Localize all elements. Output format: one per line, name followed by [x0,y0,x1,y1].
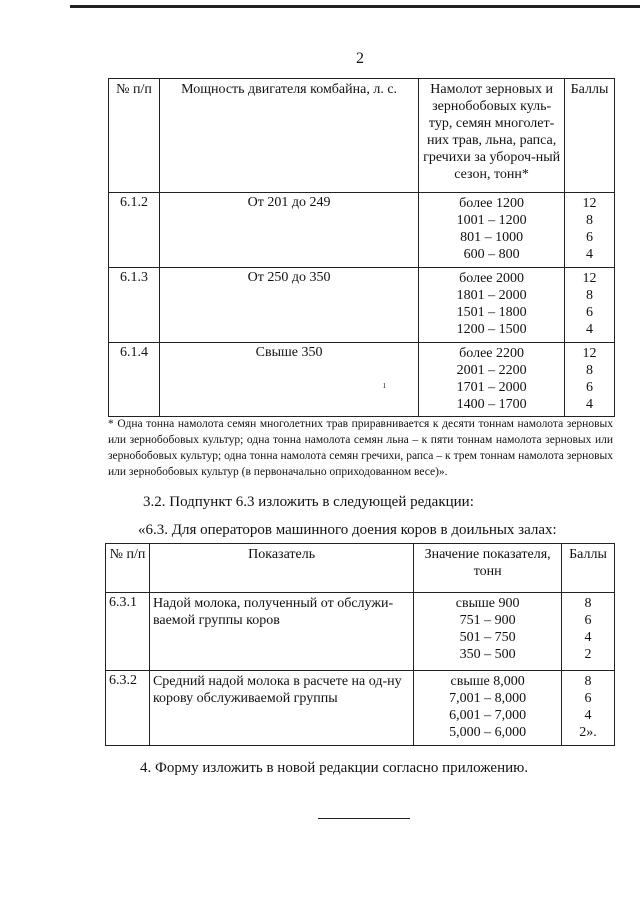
yield-values: более 2200 2001 – 2200 1701 – 2000 1400 – 1700 [419,343,565,417]
row-number: 6.1.2 [109,193,160,268]
row-number: 6.1.3 [109,268,160,343]
row-number: 6.1.4 [109,343,160,417]
points-values: 12 8 6 4 [565,193,615,268]
table-row [106,671,615,746]
table-row [106,593,615,671]
yield-values: более 2000 1801 – 2000 1501 – 1800 1200 – 1500 [419,268,565,343]
combine-yield-table [108,78,615,417]
engine-power-range: От 250 до 350 [159,268,418,343]
points-values: 8 6 4 2». [562,671,615,746]
points-values: 12 8 6 4 [565,268,615,343]
points-values: 8 6 4 2 [562,593,615,671]
stray-scan-mark: ı [383,380,386,391]
paragraph-6-3: «6.3. Для операторов машинного доения коров в доильных залах: [138,522,557,538]
header-value: Значение показателя, тонн [414,544,562,593]
engine-power-range: Свыше 350 [159,343,418,417]
paragraph-3-2: 3.2. Подпункт 6.3 изложить в следующей редакции: [143,494,474,510]
header-number: № п/п [106,544,150,593]
indicator-text: Надой молока, полученный от обслужи-ваемой группы коров [149,593,413,671]
header-number: № п/п [109,79,160,193]
value-ranges: свыше 900 751 – 900 501 – 750 350 – 500 [414,593,562,671]
closing-rule [318,818,410,819]
table-row [109,193,615,268]
header-points: Баллы [565,79,615,193]
paragraph-4: 4. Форму изложить в новой редакции согласно приложению. [140,760,529,776]
points-values: 12 8 6 4 [565,343,615,417]
header-indicator: Показатель [149,544,413,593]
row-number: 6.3.1 [106,593,150,671]
table-footnote: * Одна тонна намолота семян многолетних трав приравнивается к десяти тоннам намолота зерновых или зернобобовых культур; одна тонна намолота семян льна – к пяти тоннам намолота зерновых или зернобобовых культур; одна тонна намолота семян гречихи, рапса – к трем тоннам намолота зерновых или зернобобовых культур (в первоначально оприходованном весе)». [108,418,613,478]
table-row [109,343,615,417]
yield-values: более 1200 1001 – 1200 801 – 1000 600 – 800 [419,193,565,268]
header-points: Баллы [562,544,615,593]
page-number: 2 [356,50,364,67]
engine-power-range: От 201 до 249 [159,193,418,268]
table-row [109,268,615,343]
row-number: 6.3.2 [106,671,150,746]
indicator-text: Средний надой молока в расчете на од-ну корову обслуживаемой группы [149,671,413,746]
value-ranges: свыше 8,000 7,001 – 8,000 6,001 – 7,000 5,000 – 6,000 [414,671,562,746]
header-engine-power: Мощность двигателя комбайна, л. с. [159,79,418,193]
milking-operators-table [105,543,615,746]
header-yield: Намолот зерновых и зернобобовых куль-тур, семян многолет-них трав, льна, рапса, гречихи за убороч-ный сезон, тонн* [419,79,565,193]
top-border-line [70,5,640,8]
